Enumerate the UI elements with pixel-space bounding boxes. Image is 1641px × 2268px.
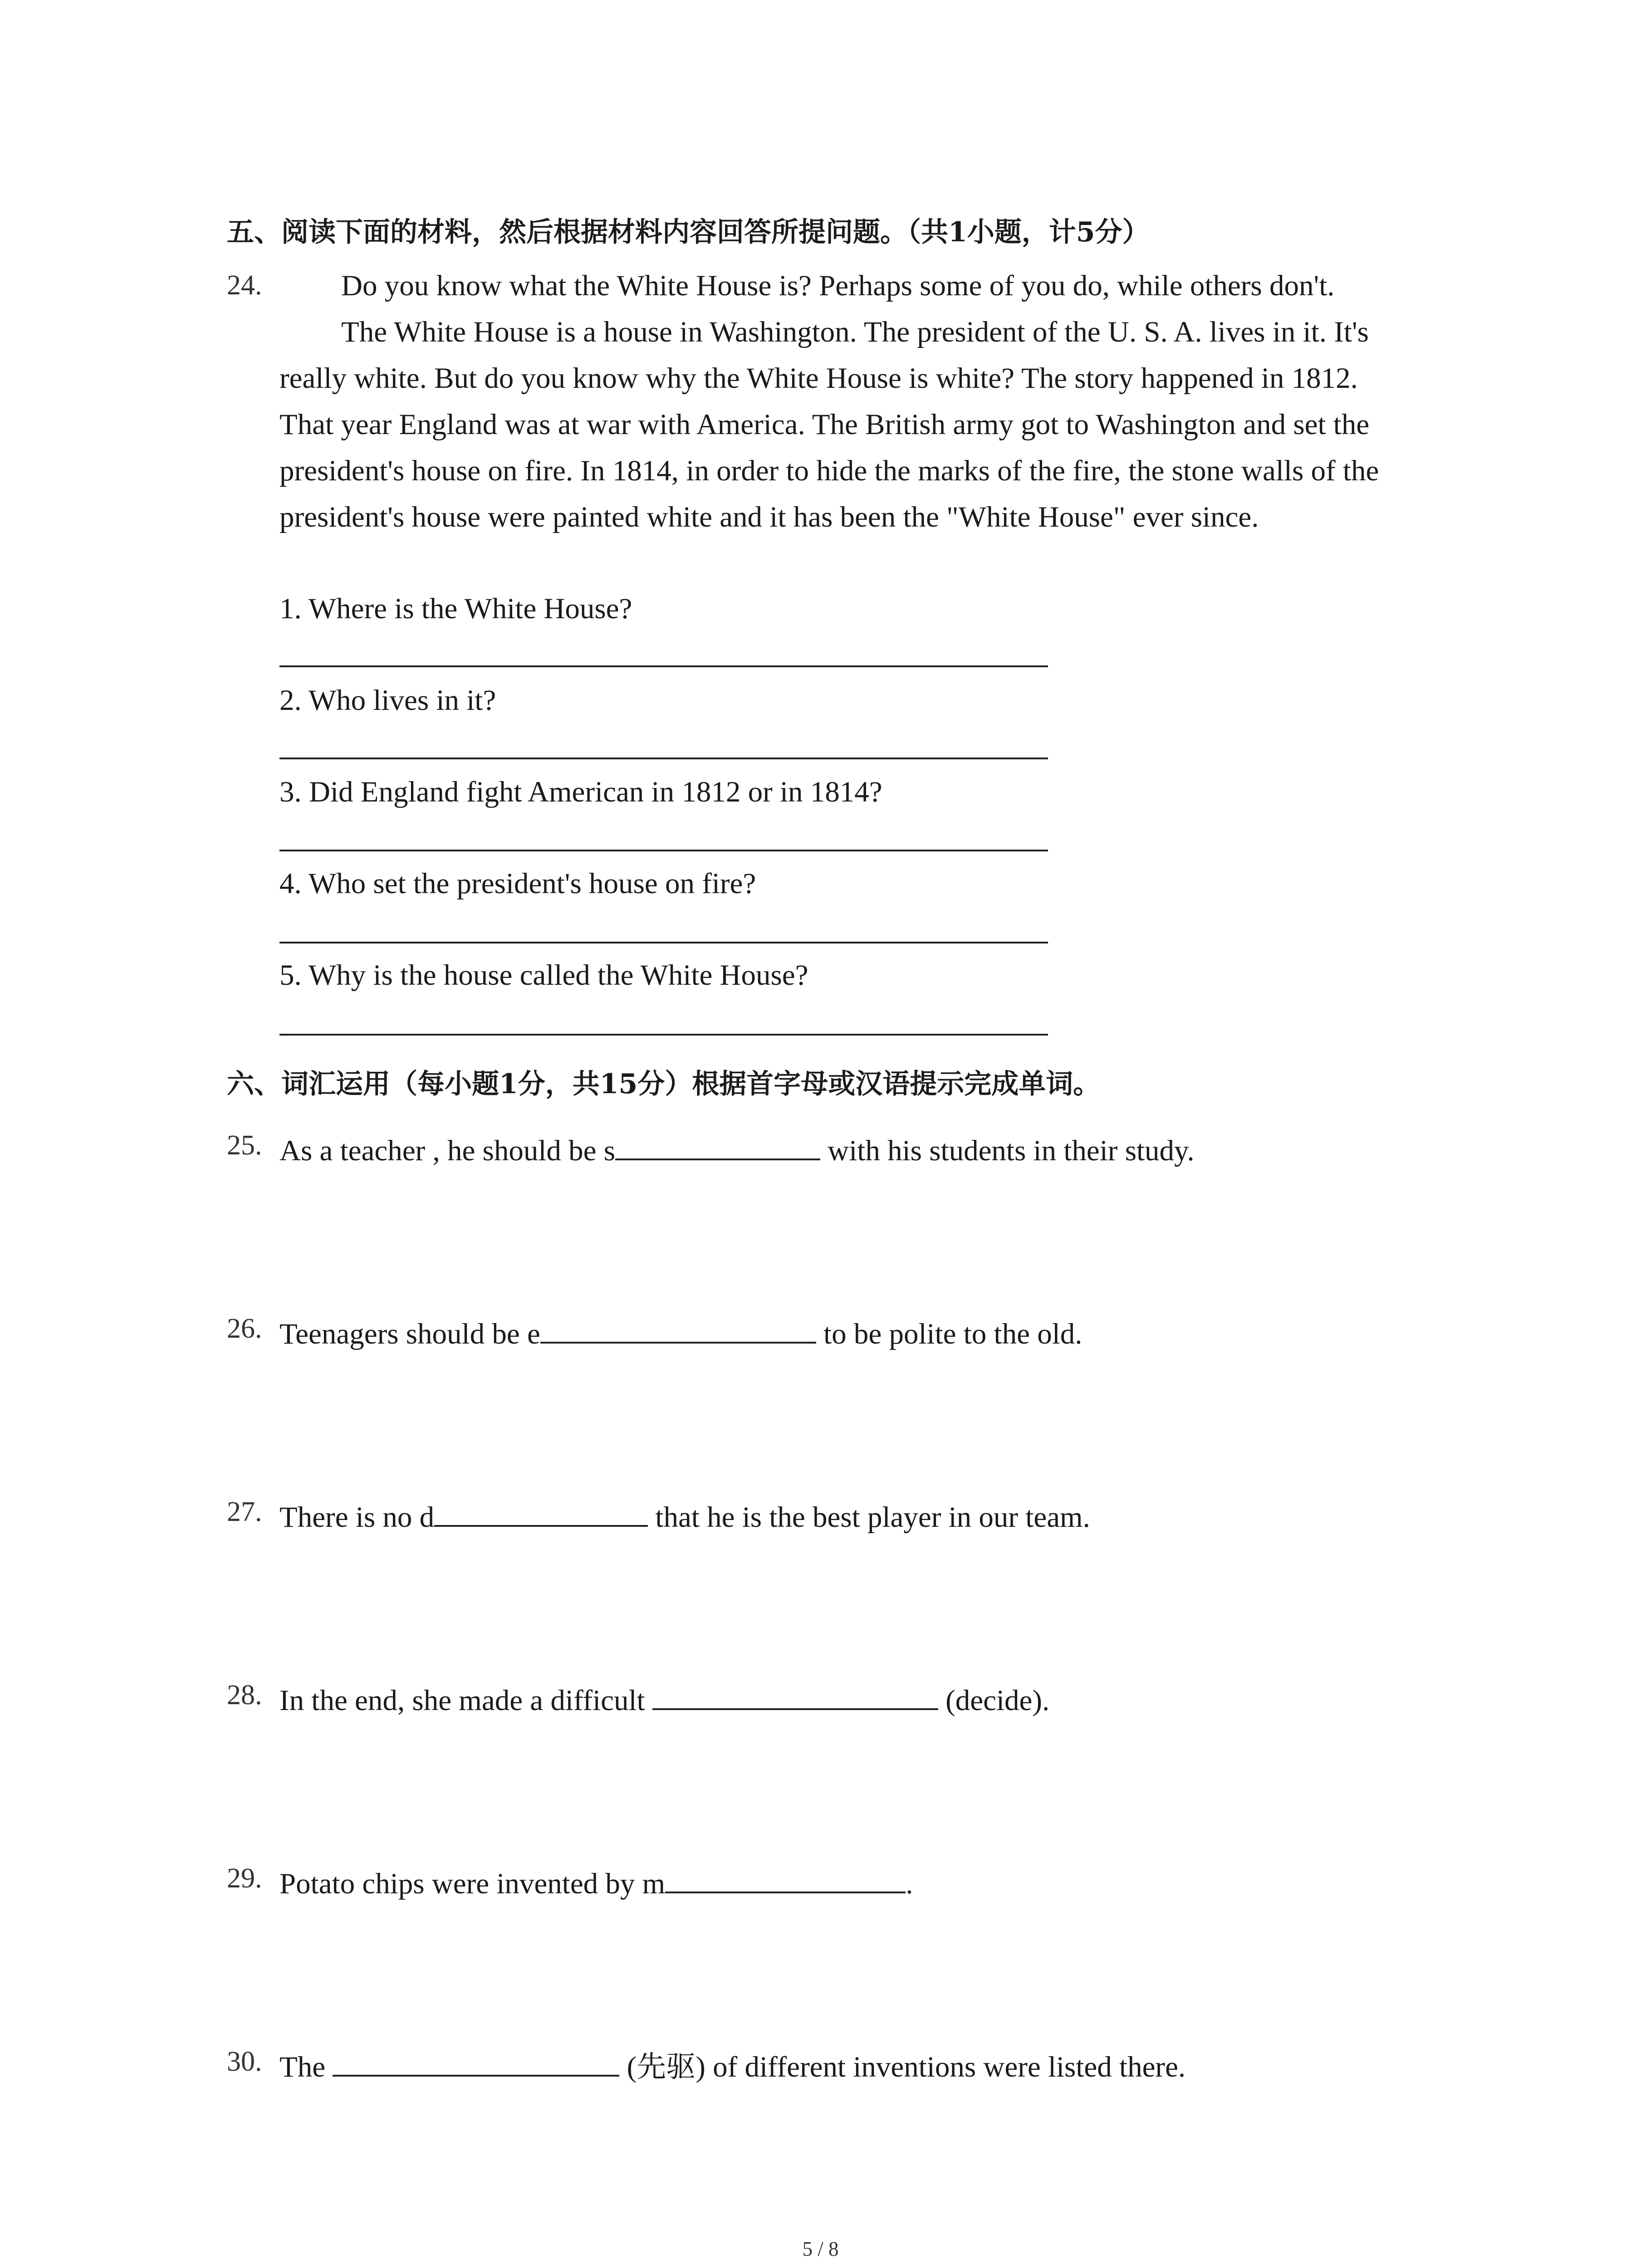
comprehension-question-3: 3. Did England fight American in 1812 or in 1814? [279,776,882,808]
comprehension-question-2: 2. Who lives in it? [279,684,496,717]
item-30-text-after: (先驱) of different inventions were listed there. [619,2051,1186,2083]
answer-line-1[interactable] [279,665,1048,667]
item-26-blank[interactable] [540,1314,816,1344]
item-29-text-before: Potato chips were invented by m [279,1867,666,1900]
item-28-blank[interactable] [652,1680,938,1710]
item-25-blank[interactable] [615,1130,820,1160]
item-26-text-before: Teenagers should be e [279,1318,540,1350]
passage-line-5: president's house on fire. In 1814, in order to hide the marks of the fire, the stone walls of the [279,455,1379,487]
item-27-sentence [279,1497,1090,1532]
item-25-sentence [279,1130,1195,1166]
item-28-text-after: (decide). [938,1684,1050,1717]
question-24-number: 24. [227,270,262,301]
item-26-sentence [279,1314,1083,1349]
section-5-heading: 五、阅读下面的材料，然后根据材料内容回答所提问题。（共1小题，计5分） [227,216,1150,248]
answer-line-5[interactable] [279,1034,1048,1036]
item-27-number: 27. [227,1496,262,1527]
item-28-text-before: In the end, she made a difficult [279,1684,652,1717]
comprehension-question-5: 5. Why is the house called the White House? [279,959,808,992]
answer-line-4[interactable] [279,942,1048,943]
item-26-number: 26. [227,1313,262,1344]
item-25-text-after: with his students in their study. [820,1134,1195,1167]
item-27-blank[interactable] [434,1497,648,1527]
item-30-number: 30. [227,2046,262,2077]
item-27-text-before: There is no d [279,1501,435,1534]
passage-line-2: The White House is a house in Washington. The president of the U. S. A. lives in it. It's [341,316,1369,348]
passage-line-3: really white. But do you know why the White House is white? The story happened in 1812. [279,362,1358,395]
answer-line-3[interactable] [279,850,1048,851]
item-25-text-before: As a teacher , he should be s [279,1134,616,1167]
item-27-text-after: that he is the best player in our team. [648,1501,1090,1534]
item-30-blank[interactable] [333,2047,619,2077]
page-number: 5 / 8 [802,2238,839,2260]
item-29-sentence [279,1863,913,1899]
comprehension-question-1: 1. Where is the White House? [279,592,632,625]
item-25-number: 25. [227,1130,262,1161]
passage-line-6: president's house were painted white and it has been the "White House" ever since. [279,501,1259,533]
section-6-heading: 六、词汇运用（每小题1分，共15分）根据首字母或汉语提示完成单词。 [227,1068,1101,1100]
item-29-number: 29. [227,1863,262,1894]
passage-line-4: That year England was at war with America. The British army got to Washington and set the [279,408,1370,441]
item-30-text-before: The [279,2051,333,2083]
item-28-sentence [279,1680,1049,1716]
passage-line-1: Do you know what the White House is? Perhaps some of you do, while others don't. [341,269,1335,302]
item-29-blank[interactable] [665,1863,906,1893]
item-28-number: 28. [227,1680,262,1711]
comprehension-question-4: 4. Who set the president's house on fire? [279,867,756,900]
answer-line-2[interactable] [279,758,1048,759]
item-29-text-after: . [906,1867,913,1900]
item-30-sentence [279,2047,1185,2082]
item-26-text-after: to be polite to the old. [816,1318,1083,1350]
